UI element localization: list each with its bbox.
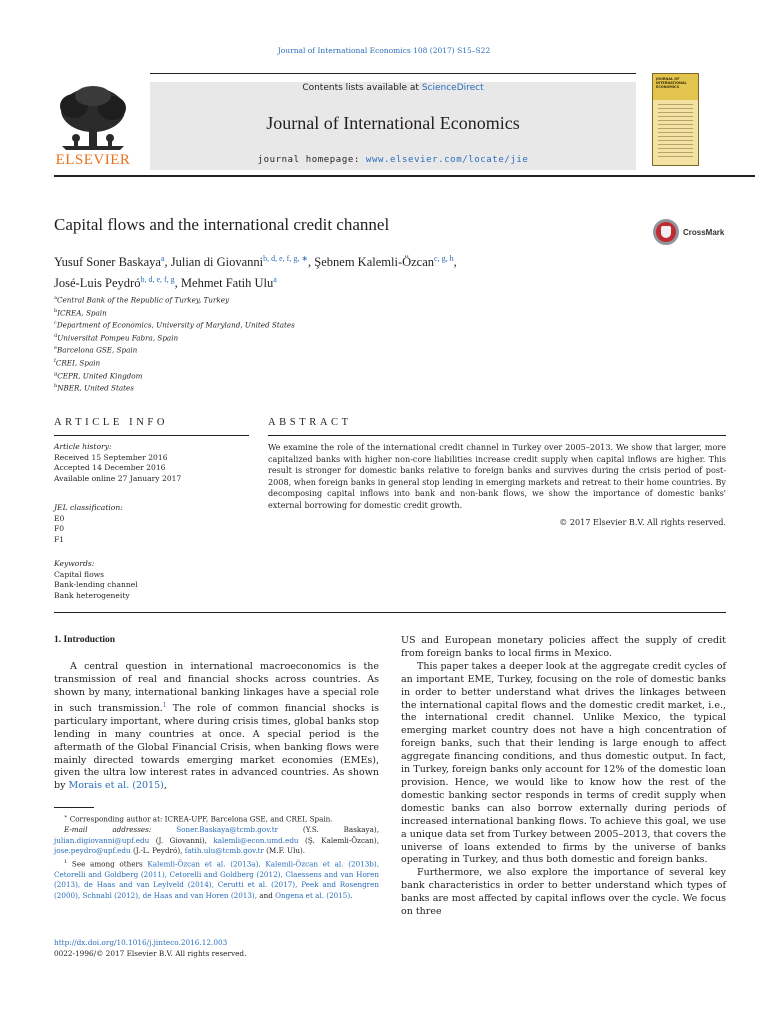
affiliation: $^c$Department of Economics, University of Maryland, United States [54, 320, 295, 330]
affiliation: $^g$CEPR, United Kingdom [54, 370, 143, 380]
citation-link[interactable]: Morais et al. (2015) [68, 780, 164, 792]
abstract-heading: ABSTRACT [268, 417, 352, 428]
contents-line [150, 83, 636, 93]
email-link[interactable]: jose.peydro@upf.edu [54, 846, 131, 856]
footnote-rule [54, 807, 94, 808]
article-info-heading: ARTICLE INFO [54, 417, 169, 428]
author-affil-marks[interactable]: a [160, 254, 165, 263]
front-matter-rule [54, 612, 726, 613]
crossmark-icon[interactable] [653, 219, 679, 245]
right-column [401, 635, 726, 919]
masthead-bottom-rule [54, 175, 755, 177]
history-online: Available online 27 January 2017 [54, 473, 182, 483]
affiliation: $^d$Universitat Pompeu Fabra, Spain [54, 332, 179, 343]
email-link[interactable]: Soner.Baskaya@tcmb.gov.tr [176, 824, 279, 834]
sciencedirect-link[interactable]: ScienceDirect [421, 83, 484, 93]
footnotes [54, 812, 379, 902]
author-name: Şebnem Kalemli-Özcan [314, 255, 435, 270]
affiliation: $^e$Barcelona GSE, Spain [54, 345, 138, 355]
affiliation: $^h$NBER, United States [54, 383, 134, 393]
affiliation: $^f$CREI, Spain [54, 357, 101, 368]
keyword: Bank-lending channel [54, 580, 138, 590]
author-separator: , [453, 255, 457, 270]
author-name: Julian di Giovanni [170, 255, 264, 270]
jel-code: F1 [54, 534, 65, 544]
crossmark-label[interactable]: CrossMark [683, 228, 725, 237]
affiliation: $^b$ICREA, Spain [54, 307, 107, 317]
author-separator: , [164, 255, 171, 270]
cover-title: JOURNAL OF INTERNATIONAL ECONOMICS [656, 77, 687, 89]
footnote-1: $^1$ See among others Kalemli-Özcan et al. (2013a), Kalemli-Özcan et al. (2013b), Cetorelli and Goldberg (2011), Cetorelli and Goldberg (2012), Claessens and van Horen (2013), de Haas and van Leylveld (2014), Cerutti et al. (2017), Peek and Rosengren (2000), Schnabl (2012), de Haas and van Horen (2013), and Ongena et al. (2015). [54, 858, 379, 900]
journal-homepage [150, 155, 636, 165]
doi-block [54, 937, 246, 959]
keyword: Capital flows [54, 569, 105, 579]
citation-link[interactable]: Kalemli-Özcan et al. (2013a), Kalemli-Özcan et al. (2013b), Cetorelli and Goldberg (2011), Cetorelli and Goldberg (2012), Claessens and van Horen (2013), de Haas and van Leylveld (2014), Cerutti et al. (2017), Peek and Rosengren (2000), Schnabl (2012), de Haas and van Horen (2013), [54, 859, 379, 900]
keywords-label: Keywords: [54, 559, 95, 568]
citation-link[interactable]: Ongena et al. (2015) [275, 890, 351, 900]
masthead-top-rule [150, 73, 636, 74]
abstract-text: We examine the role of the international credit channel in Turkey over 2005–2013. We show that larger, more capitalized banks with higher non-core liabilities increase credit supply when capital inflows are higher. This result is stronger for domestic banks relative to foreign banks and survives during the crisis period of post-2008, when foreign banks in general stop lending in emerging markets and retreat to their home countries. By decomposing capital inflows into bank and non-bank flows, we show the importance of domestic banks' external borrowing for domestic credit growth. [268, 442, 726, 510]
jel-code: F0 [54, 524, 65, 534]
section-heading: 1. Introduction [54, 635, 116, 645]
author-affil-marks[interactable]: b, d, e, f, g, ∗ [263, 254, 309, 263]
author-name: Mehmet Fatih Ulu [180, 276, 274, 291]
affiliation: $^a$Central Bank of the Republic of Turkey, Turkey [54, 295, 230, 305]
author-name: José-Luis Peydró [54, 276, 141, 291]
author-separator: , [308, 255, 315, 270]
article-history [54, 442, 181, 484]
author-list [54, 250, 614, 292]
elsevier-wordmark: ELSEVIER [55, 152, 131, 168]
abstract-rule [268, 435, 726, 436]
email-link[interactable]: kalemli@econ.umd.edu [213, 835, 299, 845]
author-name: Yusuf Soner Baskaya [54, 255, 161, 270]
affiliation-list [54, 293, 295, 394]
abstract-copyright: © 2017 Elsevier B.V. All rights reserved. [559, 517, 726, 527]
history-label: Article history: [54, 442, 112, 451]
jel-classification [54, 503, 123, 545]
issn-copyright: 0022-1996/© 2017 Elsevier B.V. All rights reserved. [54, 949, 247, 958]
journal-citation[interactable]: Journal of International Economics 108 (2017) S15–S22 [277, 46, 491, 55]
author-affil-marks[interactable]: c, g, h [434, 254, 454, 263]
contents-prefix: Contents lists available at [302, 83, 419, 93]
email-link[interactable]: fatih.ulu@tcmb.gov.tr [184, 846, 264, 856]
history-received: Received 15 September 2016 [54, 452, 168, 462]
email-addresses: E-mail addresses: Soner.Baskaya@tcmb.gov.tr (Y.S. Baskaya), julian.digiovanni@upf.edu (J. Giovanni), kalemli@econ.umd.edu (Ş. Kalemli-Özcan), jose.peydro@upf.edu (J.-L. Peydró), fatih.ulu@tcmb.gov.tr (M.F. Ulu). [54, 824, 379, 856]
journal-title: Journal of International Economics [266, 113, 520, 133]
left-column [54, 661, 379, 793]
jel-label: JEL classification: [54, 503, 123, 512]
author-separator: , [174, 276, 181, 291]
history-accepted: Accepted 14 December 2016 [54, 463, 166, 473]
paragraph: A central question in international macroeconomics is the transmission of real and financial shocks across countries. As shown by many, international banking linkages have a special role in such transmission.$^1$ The role of common financial shocks is particulary important, where during crisis times, global banks stop lending in many countries at once. A special period is the aftermath of the Global Financial Crisis, when banking flows were mainly directed towards emerging market economies (EMEs), given the ultra low interest rates in advanced countries. As shown by Morais et al. (2015), [54, 661, 379, 792]
paragraph: US and European monetary policies affect the supply of credit from foreign banks to local firms in Mexico. [401, 635, 726, 659]
homepage-prefix: journal homepage: [257, 155, 360, 165]
author-affil-marks[interactable]: b, d, e, f, g [140, 275, 175, 285]
cover-contents [658, 104, 693, 159]
paragraph: This paper takes a deeper look at the aggregate credit cycles of an important EME, Turkey, focusing on the role of domestic banks in order to better understand what drives the linkages between the international capital flows and the domestic credit market, i.e., the international credit channel. Unlike Mexico, the typical emerging market country does not have a high concentration of foreign banks, such that their lending is large enough to affect aggregate financing conditions, and thus domestic output. In fact, in Turkey, foreign banks only account for 12% of the domestic loan provision. Hence, we would like to know how the rest of the domestic banking sector responds in terms of credit supply when domestic banks can also borrow externally during periods of increased international banking flows. To achieve this goal, we use a unique data set from Turkey between 2005–2013, that covers the universe of loans extended to firms by the universe of banks operating in Turkey, and thus both domestic and foreign banks. [401, 660, 726, 866]
doi-link[interactable]: http://dx.doi.org/10.1016/j.jinteco.2016.12.003 [54, 938, 228, 947]
author-affil-marks[interactable]: a [273, 275, 277, 285]
footnote-ref[interactable]: 1 [162, 701, 167, 709]
article-info-rule [54, 435, 249, 436]
corresponding-author-note: ∗ Corresponding author at: ICREA-UPF, Barcelona GSE, and CREI, Spain. [64, 814, 333, 824]
paragraph: Furthermore, we also explore the importance of several key bank characteristics in order to better understand which types of banks are most affected by capital inflows over the cycle. We focus on three [401, 867, 726, 918]
paper-title: Capital flows and the international credit channel [54, 215, 390, 234]
jel-code: E0 [54, 513, 65, 523]
email-link[interactable]: julian.digiovanni@upf.edu [54, 835, 150, 845]
keywords [54, 559, 138, 601]
homepage-link[interactable]: www.elsevier.com/locate/jie [365, 155, 529, 165]
journal-cover-thumbnail[interactable] [652, 73, 699, 166]
keyword: Bank heterogeneity [54, 590, 130, 600]
